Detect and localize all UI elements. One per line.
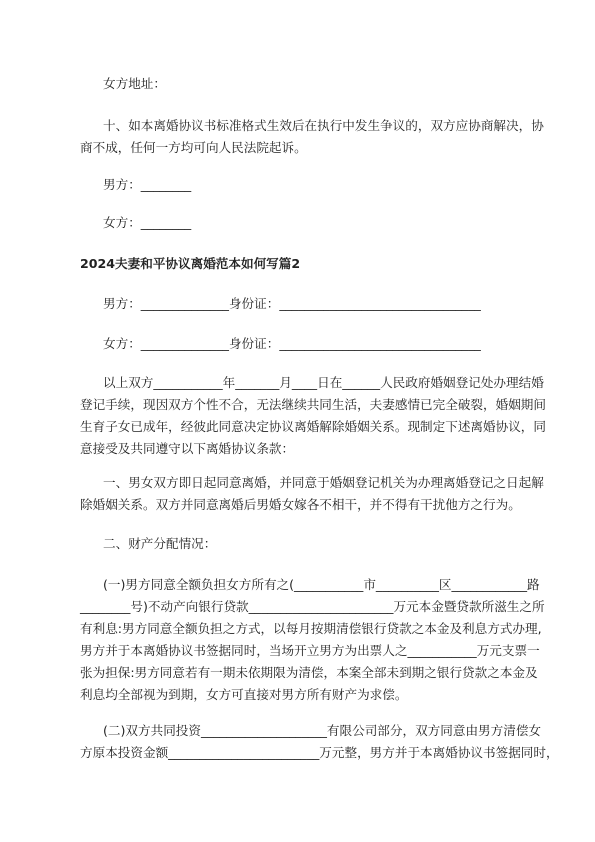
clause-two-heading: 二、财产分配情况： bbox=[103, 536, 217, 551]
property-item-one-line-3: 有利息:男方同意全额负担之方式，以每月按期清偿银行贷款之本金及利息方式办理, bbox=[80, 621, 542, 636]
clause-one-line-2: 除婚姻关系。双方并同意离婚后男婚女嫁各不相干，并不得有干扰他方之行为。 bbox=[80, 497, 521, 512]
clause-one-line-1: 一、男女双方即日起同意离婚，并同意于婚姻登记机关为办理离婚登记之日起解 bbox=[103, 475, 544, 490]
property-item-two-line-2: 方原本投资金额________________________万元整，男方并于本离婚协议书签据同时， bbox=[80, 745, 559, 760]
female-signature-line: 女方：________ bbox=[103, 215, 192, 230]
property-item-one-line-5: 张为担保:男方同意若有一期未依期限为清偿，本案全部未到期之银行贷款之本金及 bbox=[80, 665, 538, 680]
intro-paragraph-line-3: 生育子女已成年，经彼此同意决定协议离婚解除婚姻关系。现制定下述离婚协议，同 bbox=[80, 419, 546, 434]
property-item-one-line-2: ________号)不动产向银行贷款_______________________万元本金暨贷款所滋生之所 bbox=[80, 599, 545, 614]
female-address-line: 女方地址： bbox=[103, 76, 166, 91]
male-signature-line: 男方：________ bbox=[103, 177, 192, 192]
section-heading: 2024夫妻和平协议离婚范本如何写篇2 bbox=[80, 256, 301, 271]
property-item-one-line-1: (一)男方同意全额负担女方所有之(___________市__________区____________路 bbox=[103, 577, 540, 592]
intro-paragraph-line-2: 登记手续，现因双方个性不合，无法继续共同生活，夫妻感情已完全破裂，婚姻期间 bbox=[80, 397, 546, 412]
intro-paragraph-line-1: 以上双方___________年_______月____日在______人民政府婚姻登记处办理结婚 bbox=[103, 375, 544, 390]
property-item-one-line-6: 利息均全部视为到期，女方可直接对男方所有财产为求偿。 bbox=[80, 687, 408, 702]
property-item-two-line-1: (二)双方共同投资____________________有限公司部分，双方同意由男方清偿女 bbox=[103, 723, 542, 738]
property-item-one-line-4: 男方并于本离婚协议书签据同时，当场开立男方为出票人之___________万元支票一 bbox=[80, 643, 540, 658]
intro-paragraph-line-4: 意接受及共同遵守以下离婚协议条款： bbox=[80, 441, 295, 456]
clause-ten-line-1: 十、如本离婚协议书标准格式生效后在执行中发生争议的，双方应协商解决，协 bbox=[103, 118, 544, 133]
female-id-line: 女方：______________身份证：________________________________ bbox=[103, 336, 481, 351]
clause-ten-line-2: 商不成，任何一方均可向人民法院起诉。 bbox=[80, 140, 307, 155]
male-id-line: 男方：______________身份证：________________________________ bbox=[103, 296, 481, 311]
